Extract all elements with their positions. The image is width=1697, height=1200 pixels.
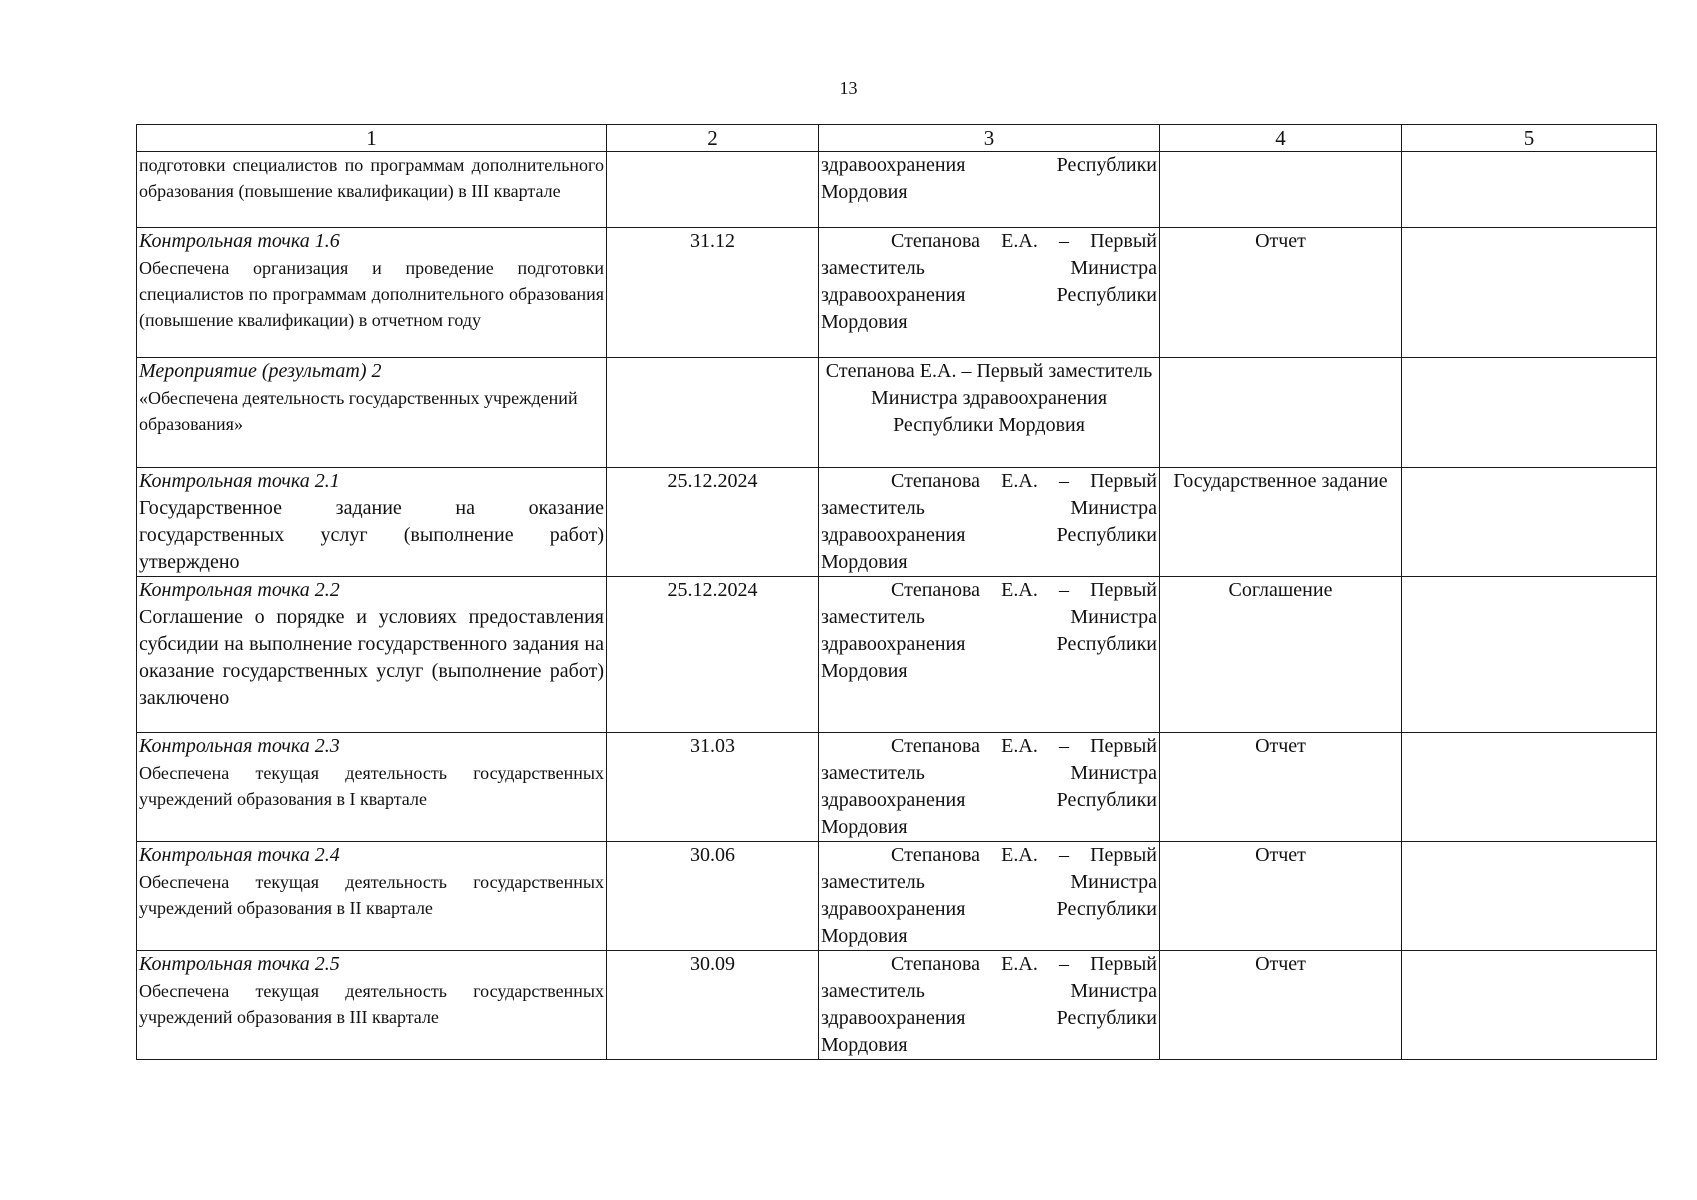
column5-cell <box>1402 577 1657 733</box>
table-row <box>137 733 1657 842</box>
date-cell <box>607 358 819 468</box>
column5-cell <box>1402 152 1657 228</box>
table-row <box>137 468 1657 577</box>
column-header: 4 <box>1160 125 1402 152</box>
description-cell <box>137 733 607 842</box>
page-number: 13 <box>839 78 858 98</box>
table-row <box>137 951 1657 1060</box>
document-cell: Отчет <box>1160 228 1402 358</box>
row-title: Контрольная точка 2.2 <box>139 579 340 601</box>
row-text: Соглашение о порядке и условиях предоставления субсидии на выполнение государственного задания на оказание государственных услуг (выполнение работ) заключено <box>139 606 604 709</box>
document-cell: Соглашение <box>1160 577 1402 733</box>
description-cell <box>137 152 607 228</box>
responsible-text: Степанова Е.А. – Первый заместитель Министра здравоохранения Республики Мордовия <box>821 579 1157 682</box>
column-header: 3 <box>819 125 1160 152</box>
responsible-cell <box>819 228 1160 358</box>
column5-cell <box>1402 951 1657 1060</box>
column-header: 1 <box>137 125 607 152</box>
column-header: 2 <box>607 125 819 152</box>
description-cell <box>137 951 607 1060</box>
description-cell <box>137 468 607 577</box>
column5-cell <box>1402 358 1657 468</box>
description-cell <box>137 228 607 358</box>
responsible-text: Степанова Е.А. – Первый заместитель Министра здравоохранения Республики Мордовия <box>821 230 1157 333</box>
responsible-text: Степанова Е.А. – Первый заместитель Министра здравоохранения Республики Мордовия <box>825 360 1153 436</box>
row-title: Контрольная точка 2.3 <box>139 735 340 757</box>
table-row <box>137 577 1657 733</box>
document-cell: Государственное задание <box>1160 468 1402 577</box>
document-cell: Отчет <box>1160 842 1402 951</box>
row-text: Обеспечена текущая деятельность государственных учреждений образования в I квартале <box>139 763 604 809</box>
responsible-cell <box>819 577 1160 733</box>
date-cell: 31.03 <box>607 733 819 842</box>
description-cell <box>137 358 607 468</box>
column5-cell <box>1402 842 1657 951</box>
row-title: Контрольная точка 2.5 <box>139 953 340 975</box>
table-row <box>137 228 1657 358</box>
responsible-text: Степанова Е.А. – Первый заместитель Министра здравоохранения Республики Мордовия <box>821 844 1157 947</box>
responsible-cell <box>819 733 1160 842</box>
row-title: Контрольная точка 2.4 <box>139 844 340 866</box>
description-cell <box>137 842 607 951</box>
responsible-text: Степанова Е.А. – Первый заместитель Министра здравоохранения Республики Мордовия <box>821 953 1157 1056</box>
column5-cell <box>1402 733 1657 842</box>
responsible-text: Степанова Е.А. – Первый заместитель Министра здравоохранения Республики Мордовия <box>821 735 1157 838</box>
responsible-cell <box>819 951 1160 1060</box>
row-title: Контрольная точка 1.6 <box>139 230 340 252</box>
responsible-cell <box>819 468 1160 577</box>
row-text: Государственное задание на оказание государственных услуг (выполнение работ) утверждено <box>139 497 604 573</box>
row-text: «Обеспечена деятельность государственных учреждений образования» <box>139 388 578 434</box>
date-cell: 30.09 <box>607 951 819 1060</box>
date-cell: 25.12.2024 <box>607 468 819 577</box>
date-cell: 31.12 <box>607 228 819 358</box>
row-text: Обеспечена текущая деятельность государственных учреждений образования в II квартале <box>139 872 604 918</box>
table-header-row <box>137 125 1657 152</box>
date-cell: 25.12.2024 <box>607 577 819 733</box>
control-points-table <box>136 124 1657 1060</box>
row-text: Обеспечена текущая деятельность государственных учреждений образования в III квартале <box>139 981 604 1027</box>
row-title: Мероприятие (результат) 2 <box>139 360 382 382</box>
date-cell: 30.06 <box>607 842 819 951</box>
responsible-text: здравоохранения Республики Мордовия <box>821 154 1157 203</box>
responsible-cell <box>819 358 1160 468</box>
column-header: 5 <box>1402 125 1657 152</box>
document-cell: Отчет <box>1160 951 1402 1060</box>
document-cell <box>1160 152 1402 228</box>
responsible-cell <box>819 842 1160 951</box>
description-cell <box>137 577 607 733</box>
document-cell: Отчет <box>1160 733 1402 842</box>
date-cell <box>607 152 819 228</box>
row-title: Контрольная точка 2.1 <box>139 470 340 492</box>
table-row <box>137 358 1657 468</box>
responsible-text: Степанова Е.А. – Первый заместитель Министра здравоохранения Республики Мордовия <box>821 470 1157 573</box>
row-text: подготовки специалистов по программам дополнительного образования (повышение квалификации) в III квартале <box>139 155 604 201</box>
column5-cell <box>1402 228 1657 358</box>
document-cell <box>1160 358 1402 468</box>
row-text: Обеспечена организация и проведение подготовки специалистов по программам дополнительного образования (повышение квалификации) в отчетном году <box>139 258 604 330</box>
table-row <box>137 842 1657 951</box>
responsible-cell <box>819 152 1160 228</box>
column5-cell <box>1402 468 1657 577</box>
table-row <box>137 152 1657 228</box>
